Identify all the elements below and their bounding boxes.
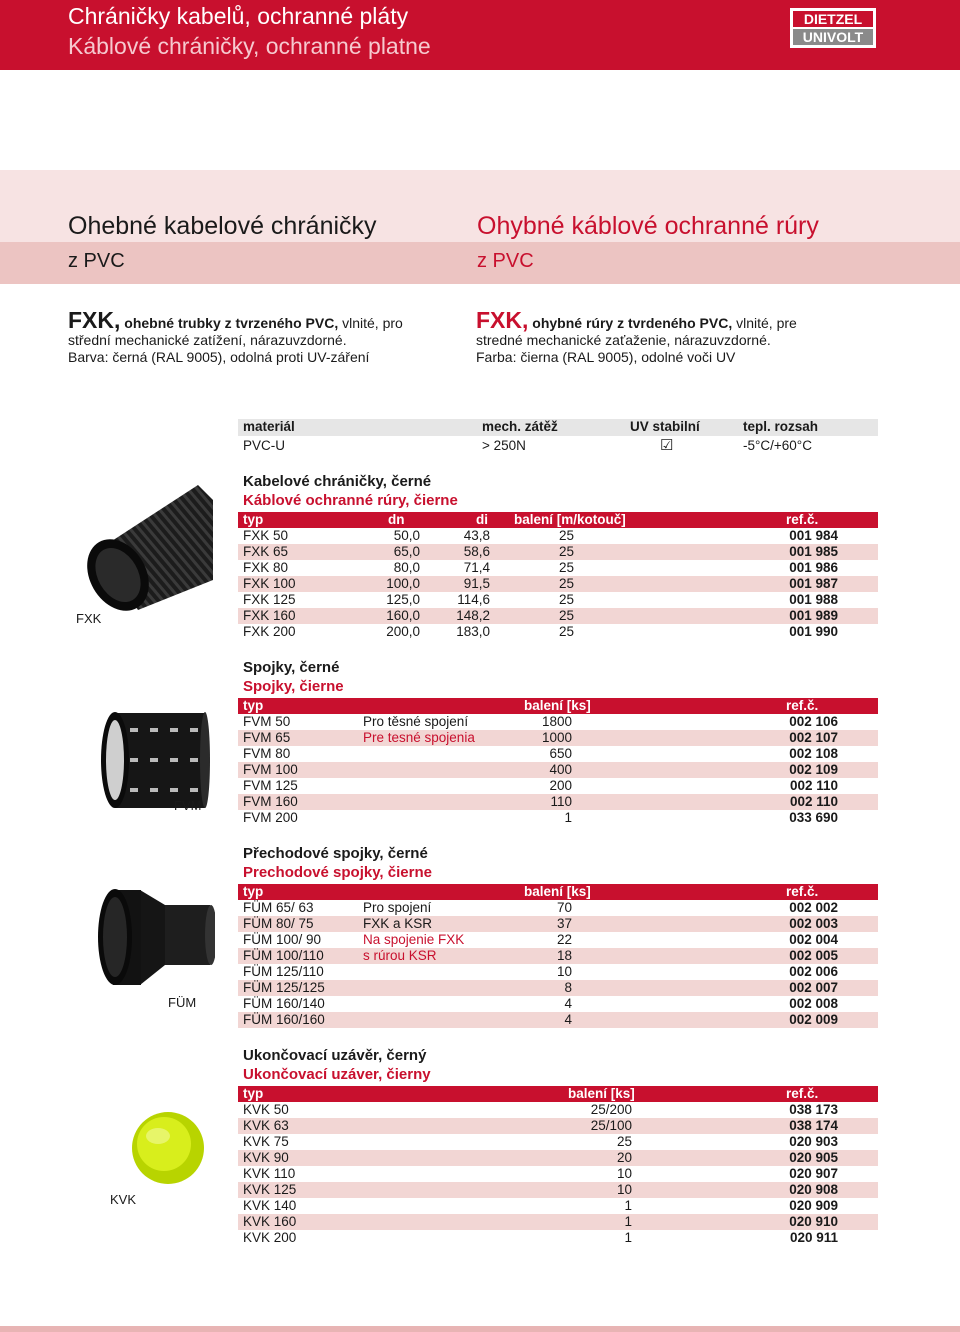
table-cell: 10 (616, 1182, 632, 1197)
table-row (238, 1230, 878, 1246)
table-row (238, 544, 878, 560)
table-cell: 25 (559, 608, 575, 623)
section-sub-sk: z PVC (477, 250, 534, 272)
table-cell: KVK 63 (243, 1118, 289, 1133)
table-cell: 1 (624, 1214, 632, 1229)
properties-header: materiál mech. zátěž UV stabilní tepl. rozsah (238, 419, 878, 436)
table-cell: FXK 65 (243, 544, 289, 559)
table-cell: 020 908 (789, 1182, 838, 1197)
table-cell: FÜM 65/ 63 (243, 900, 314, 915)
table-cell: FÜM 100/ 90 (243, 932, 322, 947)
table-cell: 001 986 (789, 560, 838, 575)
table-row (238, 964, 878, 980)
table-row (238, 560, 878, 576)
table-row (238, 932, 878, 948)
table-cell: KVK 160 (243, 1214, 297, 1229)
table-cell: 033 690 (789, 810, 838, 825)
table-cell: 80,0 (393, 560, 420, 575)
table-cell: 25 (559, 544, 575, 559)
table-cell: 125,0 (386, 592, 420, 607)
table-cell: 002 003 (789, 916, 838, 931)
section-heading-sk: Ohybné káblové ochranné rúry (477, 212, 819, 240)
table-row (238, 900, 878, 916)
table-row (238, 762, 878, 778)
table-row (238, 1118, 878, 1134)
table-cell: 038 174 (789, 1118, 838, 1133)
table-cell: FXK 125 (243, 592, 296, 607)
table-row (238, 1150, 878, 1166)
table-cell: 002 110 (789, 794, 838, 809)
intro-sk: FXK, ohybné rúry z tvrdeného PVC, vlnité, pre stredné mechanické zaťaženie, nárazuvzdorné. Farba: čierna (RAL 9005), odolné voči UV (476, 307, 797, 365)
table-cell: 002 007 (789, 980, 838, 995)
fum-label: FÜM (168, 995, 197, 1010)
table-cell: 1000 (541, 730, 572, 745)
table-cell: 4 (564, 996, 572, 1011)
table-row (238, 996, 878, 1012)
table-row (238, 1102, 878, 1118)
table-cell: 650 (549, 746, 572, 761)
table-cell: FÜM 160/160 (243, 1012, 325, 1027)
table-cell: 001 984 (789, 528, 838, 543)
table-row (238, 1198, 878, 1214)
table-row (238, 810, 878, 826)
table-cell: 25 (559, 560, 575, 575)
table-cell: FVM 160 (243, 794, 298, 809)
kvk-cap-photo (128, 1108, 206, 1186)
table-cell: 020 905 (789, 1150, 838, 1165)
fxk-pipe-photo (78, 480, 213, 620)
page-title-cz: Chráničky kabelů, ochranné pláty (68, 3, 409, 29)
table-row (238, 1182, 878, 1198)
table-cell: FVM 50 (243, 714, 291, 729)
table-cell: FXK 50 (243, 528, 289, 543)
table-row (238, 576, 878, 592)
table-cell: 183,0 (456, 624, 490, 639)
table-cell: 200,0 (386, 624, 420, 639)
table-row (238, 1012, 878, 1028)
table-cell: FXK 80 (243, 560, 289, 575)
table-row (238, 948, 878, 964)
table-cell: 002 107 (789, 730, 838, 745)
section-sub-cz: z PVC (68, 250, 125, 272)
table-cell: 25/100 (590, 1118, 632, 1133)
table-cell: s rúrou KSR (363, 948, 437, 963)
section-heading-cz: Ohebné kabelové chráničky (68, 212, 377, 240)
table-cell: 020 911 (789, 1230, 838, 1245)
table-cell: 200 (549, 778, 572, 793)
table-row (238, 714, 878, 730)
kvk-title-sk: Ukončovací uzáver, čierny (243, 1066, 431, 1083)
table-cell: 001 985 (789, 544, 838, 559)
table-row (238, 794, 878, 810)
svg-text:UNIVOLT: UNIVOLT (802, 29, 864, 45)
table-cell: 002 002 (789, 900, 838, 915)
table-cell: 002 110 (789, 778, 838, 793)
table-row (238, 746, 878, 762)
table-cell: 002 004 (789, 932, 838, 947)
fum-table-header: typ balení [ks] ref.č. (238, 884, 878, 900)
table-cell: FXK 100 (243, 576, 296, 591)
kvk-table-header: typ balení [ks] ref.č. (238, 1086, 878, 1102)
table-cell: 1800 (541, 714, 572, 729)
table-cell: 4 (564, 1012, 572, 1027)
table-cell: 65,0 (393, 544, 420, 559)
table-cell: Pro spojení (363, 900, 432, 915)
table-cell: 25 (616, 1134, 632, 1149)
table-cell: 10 (556, 964, 572, 979)
table-cell: FÜM 100/110 (243, 948, 324, 963)
table-cell: 10 (616, 1166, 632, 1181)
table-cell: 001 990 (789, 624, 838, 639)
table-cell: 43,8 (463, 528, 490, 543)
table-cell: 002 108 (789, 746, 838, 761)
fum-title-cz: Přechodové spojky, černé (243, 845, 428, 862)
fxk-label: FXK (76, 611, 102, 626)
table-cell: 1 (564, 810, 572, 825)
table-cell: 002 006 (789, 964, 838, 979)
table-cell: 002 009 (789, 1012, 838, 1027)
table-row (238, 528, 878, 544)
table-cell: FVM 65 (243, 730, 291, 745)
fvm-title-cz: Spojky, černé (243, 659, 340, 676)
table-row (238, 1166, 878, 1182)
table-cell: 71,4 (463, 560, 490, 575)
table-cell: Pre tesné spojenia (363, 730, 475, 745)
table-cell: 160,0 (386, 608, 420, 623)
table-cell: KVK 75 (243, 1134, 289, 1149)
table-cell: FÜM 125/110 (243, 964, 324, 979)
footer-band (0, 1326, 960, 1332)
table-cell: 25 (559, 528, 575, 543)
table-cell: FVM 100 (243, 762, 298, 777)
table-cell: 1 (624, 1230, 632, 1245)
table-cell: KVK 200 (243, 1230, 297, 1245)
table-cell: FÜM 125/125 (243, 980, 325, 995)
table-cell: 002 005 (789, 948, 838, 963)
table-cell: 22 (556, 932, 572, 947)
table-row (238, 1214, 878, 1230)
table-cell: 148,2 (456, 608, 490, 623)
table-cell: FVM 125 (243, 778, 298, 793)
table-cell: 20 (616, 1150, 632, 1165)
table-cell: 110 (550, 794, 572, 809)
table-cell: 50,0 (393, 528, 420, 543)
intro-cz: FXK, ohebné trubky z tvrzeného PVC, vlnité, pro střední mechanické zatížení, nárazuvzdorné. Barva: černá (RAL 9005), odolná proti UV-záření (68, 307, 403, 365)
fxk-title-cz: Kabelové chráničky, černé (243, 473, 432, 490)
table-cell: 400 (549, 762, 572, 777)
table-row (238, 1134, 878, 1150)
table-row (238, 592, 878, 608)
table-cell: 020 907 (789, 1166, 838, 1181)
table-cell: KVK 125 (243, 1182, 297, 1197)
table-row (238, 916, 878, 932)
table-cell: 001 987 (789, 576, 838, 591)
properties-values: PVC-U > 250N ☑ -5°C/+60°C (243, 437, 812, 454)
table-cell: 8 (564, 980, 572, 995)
table-cell: FÜM 160/140 (243, 996, 325, 1011)
table-cell: 038 173 (789, 1102, 838, 1117)
table-cell: 91,5 (463, 576, 490, 591)
table-cell: 020 909 (789, 1198, 838, 1213)
table-cell: FXK a KSR (363, 916, 433, 931)
table-cell: 020 903 (789, 1134, 838, 1149)
table-cell: FVM 200 (243, 810, 298, 825)
table-row (238, 730, 878, 746)
table-cell: Na spojenie FXK (363, 932, 465, 947)
table-cell: 25 (559, 592, 575, 607)
uv-check-icon: ☑ (660, 437, 674, 454)
table-cell: 114,6 (457, 592, 490, 607)
table-cell: 37 (556, 916, 572, 931)
table-cell: 18 (556, 948, 572, 963)
table-cell: Pro těsné spojení (363, 714, 469, 729)
table-cell: 25 (559, 624, 575, 639)
table-cell: 002 008 (789, 996, 838, 1011)
fxk-title-sk: Káblové ochranné rúry, čierne (243, 492, 458, 509)
table-row (238, 778, 878, 794)
page-title-sk: Káblové chráničky, ochranné platne (68, 33, 431, 59)
fum-title-sk: Prechodové spojky, čierne (243, 864, 432, 881)
fvm-label: FVM (174, 798, 202, 813)
table-cell: KVK 140 (243, 1198, 297, 1213)
table-cell: KVK 50 (243, 1102, 289, 1117)
table-cell: FVM 80 (243, 746, 291, 761)
table-row (238, 624, 878, 640)
fvm-table-header: typ balení [ks] ref.č. (238, 698, 878, 714)
table-cell: 25/200 (590, 1102, 632, 1117)
table-cell: 70 (556, 900, 572, 915)
table-cell: 58,6 (463, 544, 490, 559)
table-cell: 002 106 (789, 714, 838, 729)
table-cell: 001 989 (789, 608, 838, 623)
table-cell: KVK 110 (243, 1166, 296, 1181)
kvk-label: KVK (110, 1192, 137, 1207)
table-row (238, 980, 878, 996)
table-cell: 020 910 (789, 1214, 838, 1229)
table-row (238, 608, 878, 624)
table-cell: 002 109 (789, 762, 838, 777)
svg-text:DIETZEL: DIETZEL (803, 11, 863, 27)
fvm-title-sk: Spojky, čierne (243, 678, 344, 695)
fum-reducer-photo (95, 880, 215, 1000)
table-cell: FXK 160 (243, 608, 296, 623)
table-cell: 001 988 (789, 592, 838, 607)
kvk-title-cz: Ukončovací uzávěr, černý (243, 1047, 427, 1064)
table-cell: KVK 90 (243, 1150, 289, 1165)
table-cell: FÜM 80/ 75 (243, 916, 314, 931)
table-cell: 1 (624, 1198, 632, 1213)
dietzel-univolt-logo (790, 8, 876, 48)
table-cell: 25 (559, 576, 575, 591)
fxk-table-header: typ dn di balení [m/kotouč] ref.č. (238, 512, 878, 528)
table-cell: FXK 200 (243, 624, 296, 639)
table-cell: 100,0 (386, 576, 420, 591)
